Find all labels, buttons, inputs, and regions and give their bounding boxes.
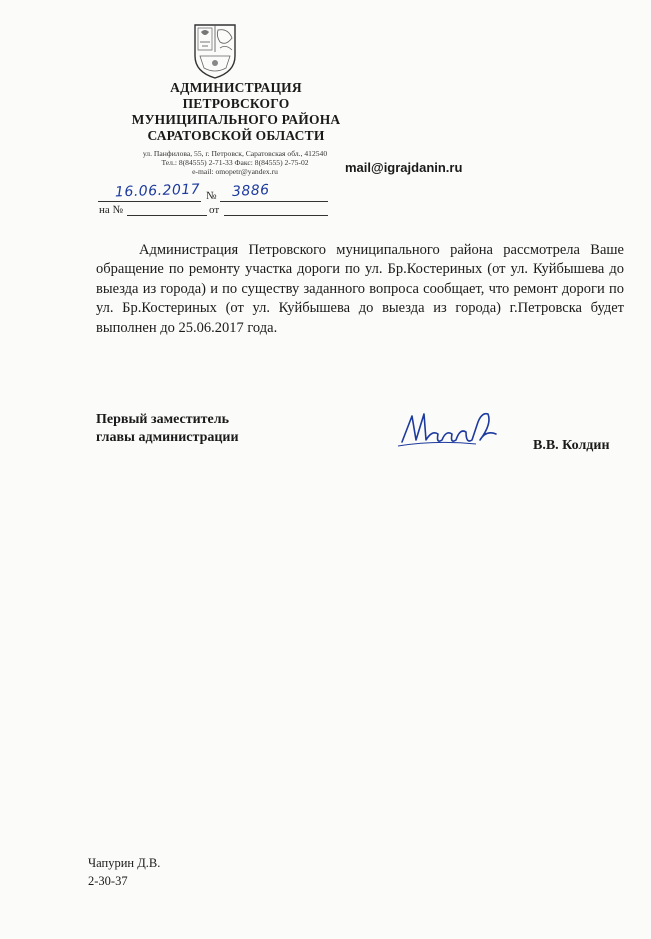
ot-label: от <box>209 204 220 216</box>
org-name-line-2: ПЕТРОВСКОГО <box>182 96 290 111</box>
org-name-line-4: САРАТОВСКОЙ ОБЛАСТИ <box>147 128 325 143</box>
phone-fax-line: Тел.: 8(84555) 2-71-33 Факс: 8(84555) 2-75-02 <box>161 158 309 167</box>
org-name-line-1: АДМИНИСТРАЦИЯ <box>170 80 302 95</box>
org-name-line-3: МУНИЦИПАЛЬНОГО РАЙОНА <box>131 112 341 127</box>
signer-title-line-1: Первый заместитель <box>96 412 229 427</box>
recipient-email: mail@igrajdanin.ru <box>345 160 463 175</box>
number-underline <box>220 201 328 202</box>
executor-phone: 2-30-37 <box>88 874 128 888</box>
date-underline <box>98 201 201 202</box>
na-number-label: на № <box>99 204 124 216</box>
handwritten-date: 16.06.2017 <box>114 181 201 201</box>
coat-of-arms-icon <box>192 22 238 80</box>
handwritten-signature <box>396 400 506 456</box>
executor-name: Чапурин Д.В. <box>88 856 161 870</box>
ot-underline <box>224 215 328 216</box>
org-email-line: e-mail: omopetr@yandex.ru <box>192 167 278 176</box>
signer-name: В.В. Колдин <box>533 438 610 453</box>
na-number-underline <box>127 215 207 216</box>
letter-body: Администрация Петровского муниципального района рассмотрела Ваше обращение по ремонту участка дороги по ул. Бр.Костериных (от ул. Куйбышева до выезда из города) и по существу заданного вопроса сообщает, что ремонт дороги по ул. Бр.Костериных (от ул. Куйбышева до выезда из города) г.Петровска будет выполнен до 25.06.2017 года. <box>96 242 624 336</box>
signer-title-line-2: главы администрации <box>96 430 239 445</box>
number-label: № <box>206 190 217 202</box>
address-line: ул. Панфилова, 55, г. Петровск, Саратовская обл., 412540 <box>142 149 328 158</box>
handwritten-number: 3886 <box>231 182 271 200</box>
